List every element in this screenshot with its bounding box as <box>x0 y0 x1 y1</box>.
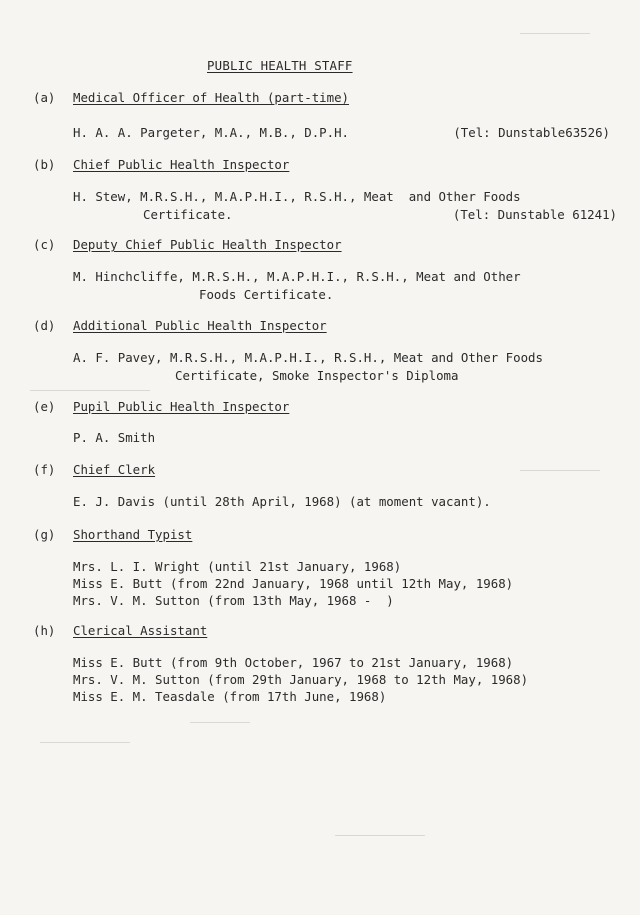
entry-line: Miss E. Butt (from 9th October, 1967 to 21st January, 1968) <box>73 655 514 670</box>
section-marker: (a) <box>33 90 56 105</box>
section-heading: Deputy Chief Public Health Inspector <box>73 237 342 252</box>
entry-line: Miss E. M. Teasdale (from 17th June, 1968) <box>73 689 387 704</box>
section-marker: (h) <box>33 623 56 638</box>
section-marker: (e) <box>33 399 56 414</box>
show-through-line <box>520 33 590 34</box>
entry-line: Certificate, Smoke Inspector's Diploma <box>175 368 459 383</box>
section-heading: Chief Clerk <box>73 462 156 477</box>
section-heading: Shorthand Typist <box>73 527 193 542</box>
show-through-line <box>30 390 150 391</box>
section-marker: (b) <box>33 157 56 172</box>
entry-line: Miss E. Butt (from 22nd January, 1968 until 12th May, 1968) <box>73 576 514 591</box>
section-heading: Additional Public Health Inspector <box>73 318 327 333</box>
show-through-line <box>40 742 130 743</box>
entry-line: H. A. A. Pargeter, M.A., M.B., D.P.H. <box>73 125 350 140</box>
telephone-number: (Tel: Dunstable 61241) <box>452 207 617 222</box>
entry-line: H. Stew, M.R.S.H., M.A.P.H.I., R.S.H., Meat and Other Foods <box>73 189 521 204</box>
entry-line: Mrs. V. M. Sutton (from 13th May, 1968 - ) <box>73 593 394 608</box>
show-through-line <box>520 470 600 471</box>
section-marker: (f) <box>33 462 56 477</box>
entry-line: P. A. Smith <box>73 430 156 445</box>
show-through-line <box>335 835 425 836</box>
section-marker: (c) <box>33 237 56 252</box>
telephone-number: (Tel: Dunstable63526) <box>453 125 610 140</box>
entry-line: E. J. Davis (until 28th April, 1968) (at moment vacant). <box>73 494 491 509</box>
section-heading: Clerical Assistant <box>73 623 208 638</box>
page-title: PUBLIC HEALTH STAFF <box>207 58 353 73</box>
section-marker: (g) <box>33 527 56 542</box>
show-through-line <box>190 722 250 723</box>
section-heading: Pupil Public Health Inspector <box>73 399 290 414</box>
entry-line: M. Hinchcliffe, M.R.S.H., M.A.P.H.I., R.S.H., Meat and Other <box>73 269 521 284</box>
section-heading: Medical Officer of Health (part-time) <box>73 90 350 105</box>
entry-line: Certificate. <box>143 207 233 222</box>
entry-line: A. F. Pavey, M.R.S.H., M.A.P.H.I., R.S.H., Meat and Other Foods <box>73 350 543 365</box>
section-marker: (d) <box>33 318 56 333</box>
entry-line: Mrs. V. M. Sutton (from 29th January, 1968 to 12th May, 1968) <box>73 672 529 687</box>
entry-line: Mrs. L. I. Wright (until 21st January, 1968) <box>73 559 402 574</box>
section-heading: Chief Public Health Inspector <box>73 157 290 172</box>
entry-line: Foods Certificate. <box>199 287 334 302</box>
